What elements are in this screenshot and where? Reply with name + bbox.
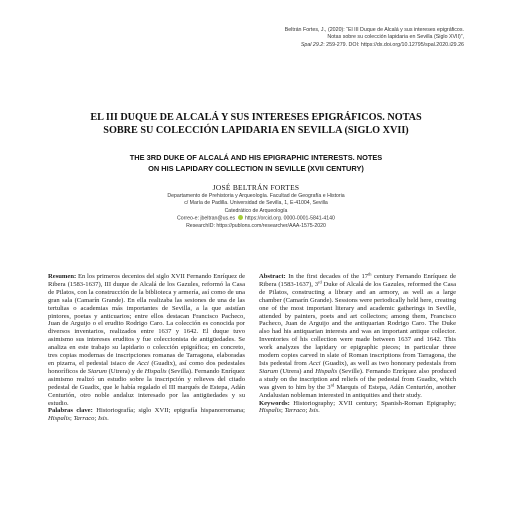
- keywords-spanish-end: .: [107, 415, 109, 423]
- author-affiliation-2: c/ María de Padilla. Universidad de Sevilla, 1, E-41004, Sevilla: [184, 200, 328, 207]
- title-english-line-1: THE 3RD DUKE OF ALCALÁ AND HIS EPIGRAPHIC INTERESTS. NOTES: [129, 153, 383, 162]
- citation-block: [224, 27, 464, 49]
- abstract-spanish-text: En los primeros decenios del siglo XVII Fernando Enríquez de Ribera (1583-1637), III duque de Alcalá de los Gazules, reformó la Casa de Pilatos, con la construcción de la biblioteca y armería, así como de una gran sala (Camarín Grande). En ella realizaba las sesiones de una de las tertulias o academias más importantes de Sevilla, a la que asistían pintores, poetas y anticuarios; entre ellos destacan Francisco Pacheco, Juan de Arguijo o el erudito Rodrigo Caro. La colección es conocida por diversos inventarios, realizados entre 1637 y 1642. El duque tuvo asimismo sus intereses eruditos y fue coleccionista de antigüedades. Se analiza en este trabajo su lapidario o colección epigráfica; en concreto, tres copias modernas de inscripciones romanas de Tarragona, elaboradas en pizarra, el pedestal isiaco de: [48, 273, 245, 367]
- abstract-english-sup-rd-2: rd: [330, 382, 335, 388]
- abstract-english-label: Abstract:: [259, 273, 286, 280]
- author-affiliation-1: Departamento de Prehistoria y Arqueología. Facultad de Geografía e Historia: [167, 193, 345, 199]
- abstract-spanish-siarum: Siarum: [87, 367, 107, 375]
- keywords-english-end: .: [318, 407, 320, 415]
- title-english: [56, 153, 456, 174]
- title-spanish-line-2: SOBRE SU COLECCIÓN LAPIDARIA EN SEVILLA (SIGLO XVII): [103, 124, 409, 136]
- abstract-spanish-text-2: (Guadix), así como dos pedestales honoríficos de: [48, 359, 245, 375]
- abstract-english-text-g: Marquis of Estepa, Adán Centurión, another Andalusian nobleman interested in antiquities and their study.: [259, 383, 456, 399]
- abstract-spanish-body: [48, 273, 245, 407]
- keywords-spanish-hispalis: Hispalis: [48, 415, 70, 423]
- keywords-english-text: Historiography; XVII century; Spanish-Roman Epigraphy;: [293, 399, 457, 407]
- title-english-line-2: ON HIS LAPIDARY COLLECTION IN SEVILLE (XVII CENTURY): [148, 163, 364, 173]
- abstract-english-acci: Acci: [308, 359, 321, 367]
- author-contact: [56, 215, 456, 223]
- abstract-spanish-text-4: (Sevilla). Fernando Enríquez asimismo realizó un estudio sobre la inscripción y relieves del citado pedestal de Guadix, que le había regalado el III marqués de Estepa, Adán Centurión, otro noble andaluz interesado por las antigüedades y su estudio.: [48, 367, 245, 407]
- abstract-spanish-label: Resumen:: [48, 273, 77, 280]
- citation-journal: Spal 29.2: [300, 41, 324, 48]
- abstract-english-sup-rd: rd: [318, 279, 322, 285]
- abstract-english: [259, 273, 456, 415]
- abstract-english-siarum: Siarum: [259, 367, 279, 375]
- citation-line-3: [224, 42, 464, 49]
- author-researcher-id[interactable]: ResearchID: https://publons.com/researcher/AAA-1575-2020: [186, 222, 326, 229]
- author-name: JOSÉ BELTRÁN FORTES: [212, 183, 300, 192]
- abstract-english-text-c: Duke of Alcalá de los Gazules, reformed the Casa de Pilatos, constructing a library and an armory, as well as a large chamber (Camarín Grande). Sessions were periodically held here, creating one of the most important literary and academic gatherings in Seville, attended by painters, poets and art collectors; among them, Francisco Pacheco, Juan de Arguijo and the antiquarian Rodrigo Caro. The Duke also had his antiquarian interests and was an important antique collector. Inventories of his collection were made between 1637 and 1642. This work analyzes the lapidary or epigraphic pieces; in particular three modern copies carved in slate of Roman inscriptions from Tarragona, the Isis pedestal from: [259, 280, 457, 367]
- citation-doi[interactable]: : 259-279. DOI: https://dx.doi.org/10.12795/spal.2020.i29.26: [323, 41, 464, 48]
- abstract-english-body: [259, 273, 456, 400]
- abstract-spanish: [48, 273, 245, 423]
- citation-line-2: Notas sobre su colección lapidaria en Sevilla (Siglo XVII)”,: [327, 34, 464, 41]
- title-spanish-line-1: EL III DUQUE DE ALCALÁ Y SUS INTERESES EPIGRÁFICOS. NOTAS: [90, 112, 422, 123]
- citation-line-1: Beltrán Fortes, J., (2020): “El III Duque de Alcalá y sus intereses epigráficos.: [284, 27, 464, 33]
- author-position: Catedrático de Arqueología: [224, 207, 288, 214]
- keywords-spanish-isis: Isis: [97, 415, 108, 423]
- abstract-english-text-b: century Fernando Enríquez de Ribera (1583-1637), 3: [259, 273, 456, 288]
- keywords-english-label: Keywords:: [259, 399, 290, 407]
- abstract-spanish-acci: Acci: [137, 359, 149, 367]
- keywords-spanish-sep-2: ;: [94, 415, 98, 423]
- keywords-english-sep: ;: [280, 407, 285, 415]
- author-email[interactable]: Correo-e: jbeltran@us.es: [177, 215, 236, 222]
- abstract-spanish-text-3: (Utrera) y de: [106, 367, 145, 375]
- author-orcid[interactable]: https://orcid.org. 0000-0001-5841-4140: [244, 215, 335, 222]
- keywords-spanish: [48, 407, 245, 423]
- author-block: [56, 183, 456, 230]
- abstract-english-text-a: In the first decades of the 17: [288, 273, 369, 280]
- keywords-spanish-text: Historiografía; siglo XVII; epigrafía hispanorromana;: [96, 407, 245, 415]
- keywords-english: [259, 400, 456, 416]
- keywords-english-hispalis: Hispalis: [259, 407, 281, 415]
- title-spanish: [56, 112, 456, 137]
- abstract-english-text-e: (Utrera) and: [278, 367, 316, 375]
- keywords-spanish-label: Palabras clave:: [48, 407, 93, 415]
- keywords-spanish-tarraco: Tarraco: [73, 415, 95, 423]
- abstract-spanish-hispalis: Hispalis: [144, 367, 167, 375]
- abstract-english-text-d: (Guadix), as well as two honorary pedestals from: [320, 359, 457, 367]
- keywords-english-isis: Isis: [308, 407, 319, 415]
- keywords-spanish-sep: ;: [69, 415, 74, 423]
- abstract-english-sup-th: th: [368, 271, 372, 277]
- keywords-english-sep-2: ;: [305, 407, 309, 415]
- abstract-english-text-f: (Seville). Fernando Enríquez also produced a study on the inscription and reliefs of the pedestal from Guadix, which was given to him by the 3: [259, 367, 456, 391]
- keywords-english-tarraco: Tarraco: [284, 407, 306, 415]
- abstract-english-hispalis: Hispalis: [315, 367, 338, 375]
- orcid-icon: [238, 215, 243, 220]
